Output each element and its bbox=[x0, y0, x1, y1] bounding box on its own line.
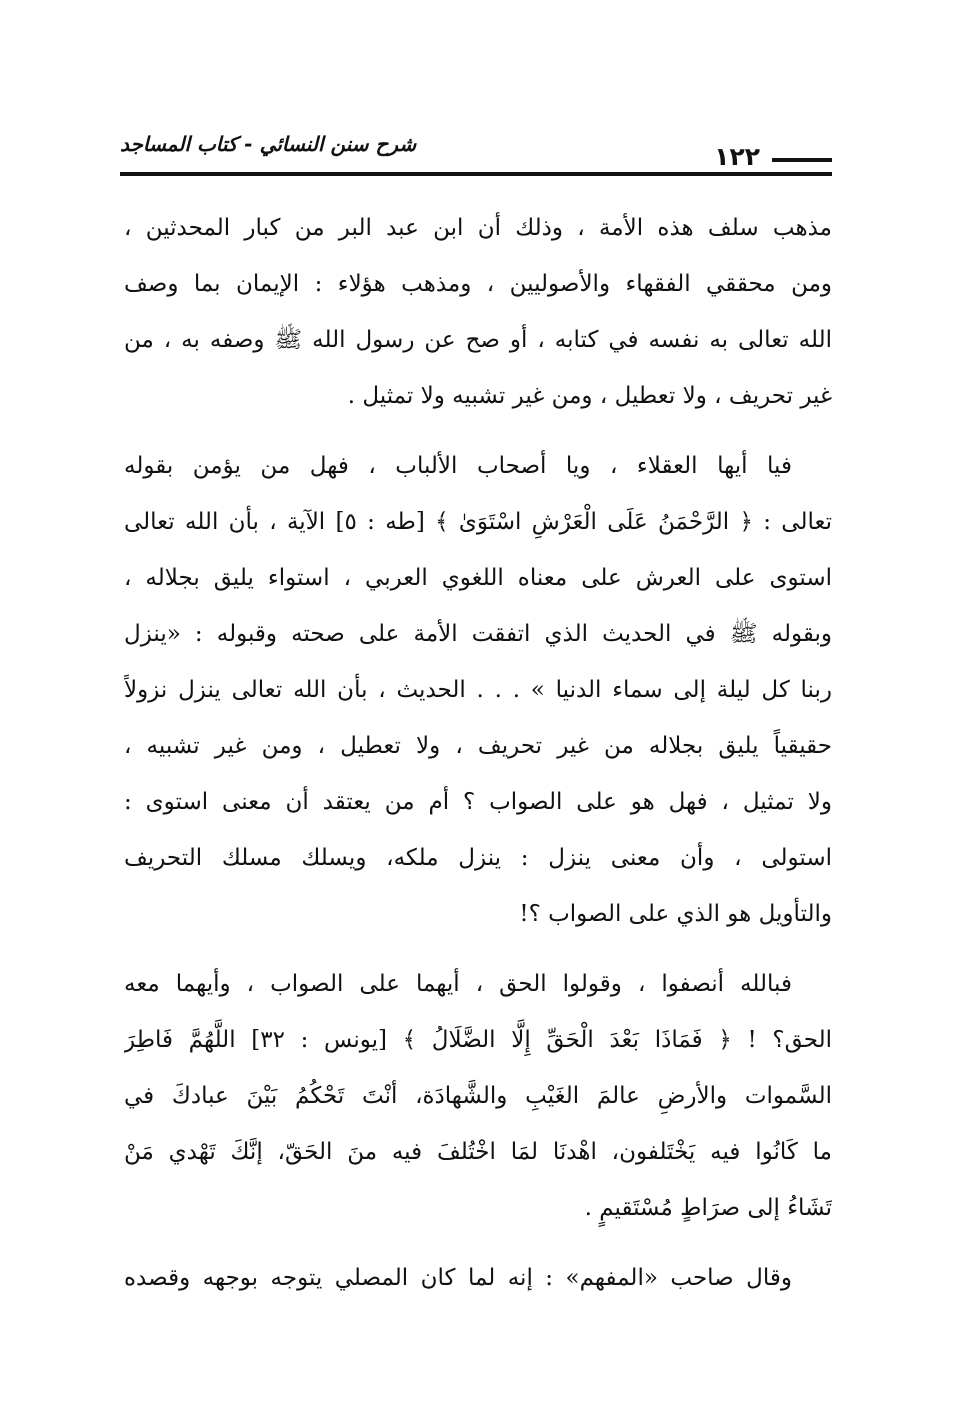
header-rule bbox=[120, 172, 832, 176]
text-line: فبالله أنصفوا ، وقولوا الحق ، أيهما على الصواب ، وأيهما معه bbox=[124, 971, 792, 997]
text-line: تَشَاءُ إلى صرَاطٍ مُسْتَقيمٍ . bbox=[584, 1195, 832, 1221]
page-number-dash bbox=[772, 158, 832, 162]
text-line: وبقوله ﷺ في الحديث الذي اتفقت الأمة على صحته وقبوله : «ينزل bbox=[124, 621, 832, 647]
text-line: السَّموات والأرضِ عالمَ الغَيْبِ والشَّهادَة، أنْتَ تَحْكُمُ بَيْنَ عبادكَ في bbox=[124, 1083, 832, 1109]
paragraph bbox=[124, 442, 832, 946]
running-title: شرح سنن النسائي - كتاب المساجد bbox=[120, 132, 417, 156]
text-line: ما كَانُوا فيه يَخْتَلفون، اهْدنَا لمَا اخْتُلفَ فيه منَ الحَقّ، إنَّكَ تَهْدي مَنْ bbox=[124, 1139, 832, 1165]
text-line: الحق؟ ! ﴿ فَمَاذَا بَعْدَ الْحَقِّ إِلَّا الضَّلَالُ ﴾ [يونس : ٣٢] اللَّهُمَّ فَاطِرَ bbox=[124, 1027, 832, 1053]
paragraph-gap bbox=[124, 946, 832, 960]
text-line: الله تعالى به نفسه في كتابه ، أو صح عن رسول الله ﷺ وصفه به ، من bbox=[124, 327, 832, 353]
paragraph-gap bbox=[124, 428, 832, 442]
text-line: وقال صاحب «المفهم» : إنه لما كان المصلي يتوجه بوجهه وقصده bbox=[124, 1265, 792, 1291]
text-line: فيا أيها العقلاء ، ويا أصحاب الألباب ، فهل من يؤمن بقوله bbox=[124, 453, 792, 479]
paragraph bbox=[124, 1254, 832, 1310]
page-number: ١٢٢ bbox=[714, 142, 760, 171]
body-text bbox=[124, 204, 832, 1291]
text-line: مذهب سلف هذه الأمة ، وذلك أن ابن عبد البر من كبار المحدثين ، bbox=[124, 215, 832, 241]
paragraph bbox=[124, 204, 832, 428]
text-line: غير تحريف ، ولا تعطيل ، ومن غير تشبيه ولا تمثيل . bbox=[347, 383, 832, 409]
text-line: تعالى : ﴿ الرَّحْمَنُ عَلَى الْعَرْشِ اسْتَوَىٰ ﴾ [طه : ٥] الآية ، بأن الله تعالى bbox=[124, 509, 832, 535]
text-line: استوى على العرش على معناه اللغوي العربي ، استواء يليق بجلاله ، bbox=[124, 565, 832, 591]
text-line: والتأويل هو الذي على الصواب ؟! bbox=[519, 901, 832, 927]
page-header bbox=[120, 128, 832, 180]
text-line: ولا تمثيل ، فهل هو على الصواب ؟ أم من يعتقد أن معنى استوى : bbox=[124, 789, 832, 815]
paragraph-gap bbox=[124, 1240, 832, 1254]
text-line: حقيقياً يليق بجلاله من غير تحريف ، ولا تعطيل ، ومن غير تشبيه ، bbox=[124, 733, 832, 759]
text-line: ربنا كل ليلة إلى سماء الدنيا » . . . الحديث ، بأن الله تعالى ينزل نزولاً bbox=[124, 677, 832, 703]
text-line: ومن محققي الفقهاء والأصوليين ، ومذهب هؤلاء : الإيمان بما وصف bbox=[124, 271, 832, 297]
text-line: استولى ، وأن معنى ينزل : ينزل ملكه، ويسلك مسلك التحريف bbox=[124, 845, 832, 871]
paragraph bbox=[124, 960, 832, 1240]
